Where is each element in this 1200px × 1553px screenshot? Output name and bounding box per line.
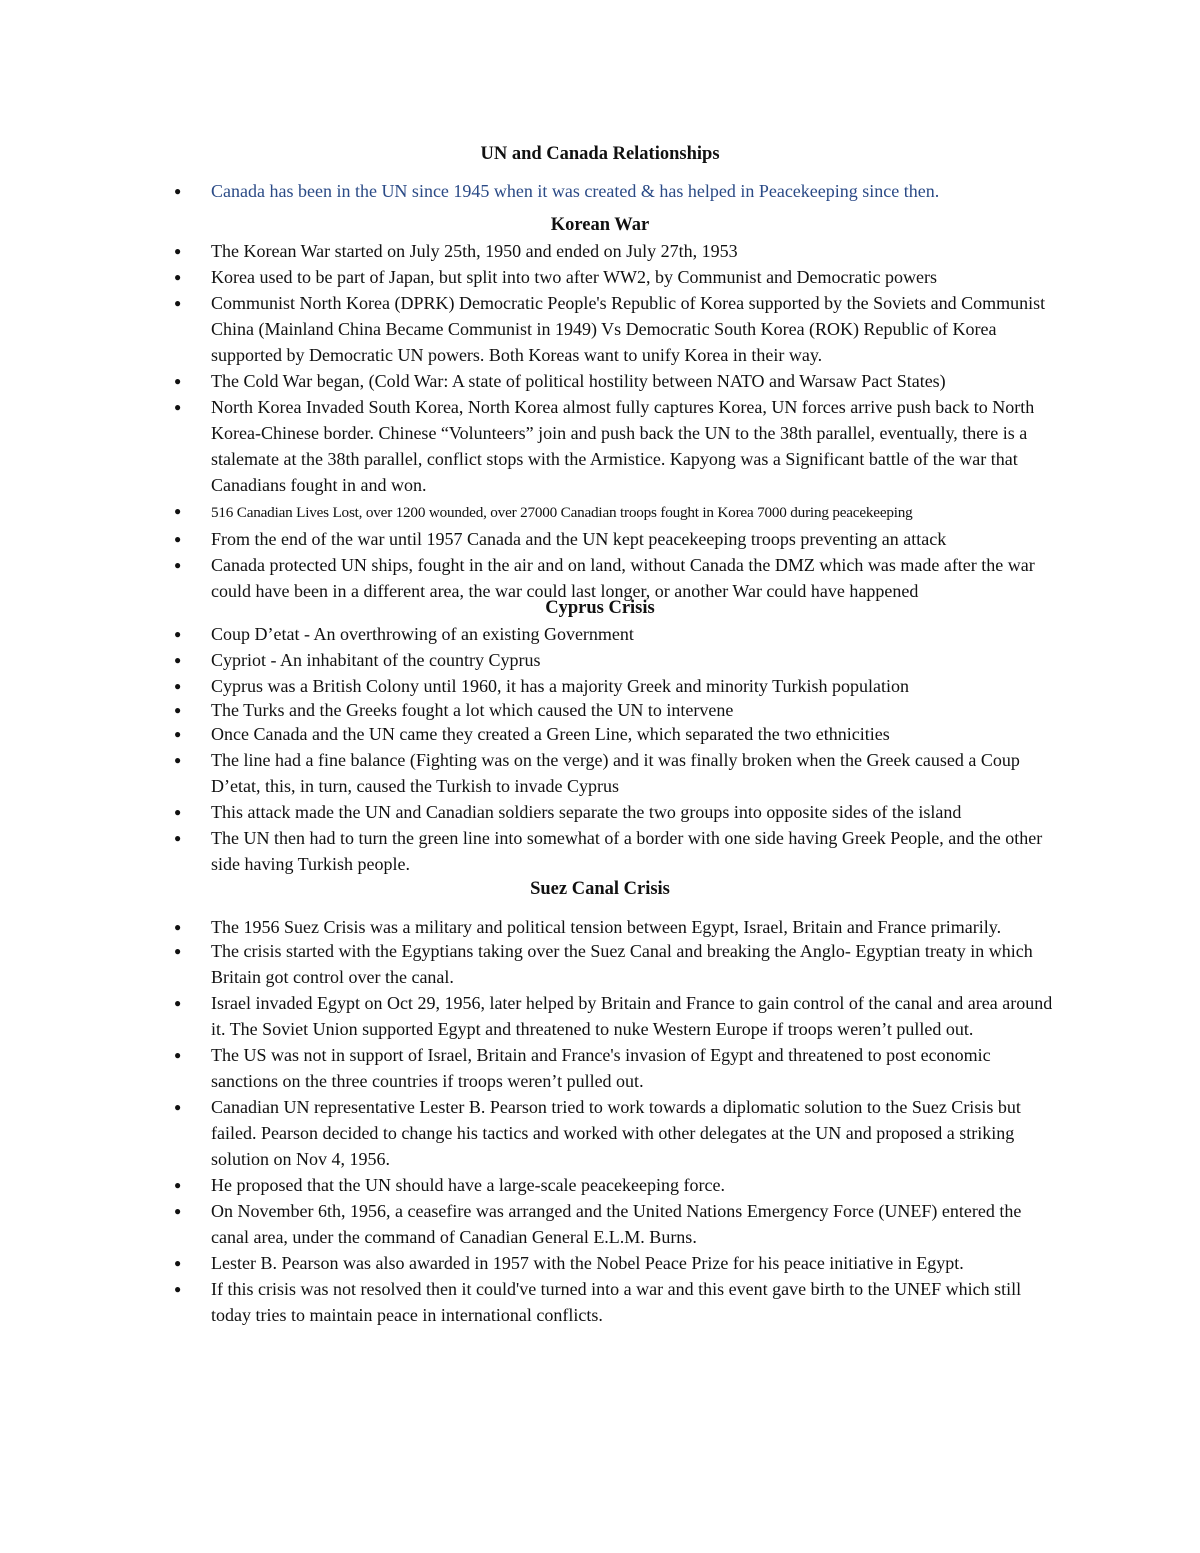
- bullet-icon: ●: [174, 805, 182, 819]
- bullet-icon: ●: [174, 558, 182, 572]
- list-item: [0, 1276, 1061, 1328]
- bullet-icon: ●: [174, 532, 182, 546]
- list-item: [0, 825, 1061, 877]
- list-item: [0, 747, 1061, 799]
- section-suez-canal-crisis: [0, 876, 1200, 1328]
- list-item-text: From the end of the war until 1957 Canada and the UN kept peacekeeping troops preventing an attack: [211, 529, 947, 549]
- list-item: [0, 394, 1061, 498]
- list-item-text: This attack made the UN and Canadian soldiers separate the two groups into opposite sides of the island: [211, 802, 962, 822]
- bullet-icon: ●: [174, 184, 182, 198]
- list-item-text: Cypriot - An inhabitant of the country Cyprus: [211, 650, 541, 670]
- bullet-icon: ●: [174, 831, 182, 845]
- list-item-text: Cyprus was a British Colony until 1960, it has a majority Greek and minority Turkish population: [211, 676, 909, 696]
- list-item: [0, 647, 1061, 673]
- bullet-icon: ●: [174, 1100, 182, 1114]
- list-item: [0, 990, 1061, 1042]
- korean-war-list: [0, 238, 1200, 604]
- list-item: [0, 498, 1061, 526]
- list-item-text: Canadian UN representative Lester B. Pearson tried to work towards a diplomatic solution to the Suez Crisis but failed. Pearson decided to change his tactics and worked with other delegates at the UN and proposed a striking solution on Nov 4, 1956.: [211, 1097, 1021, 1169]
- bullet-icon: ●: [174, 374, 182, 388]
- bullet-icon: ●: [174, 244, 182, 258]
- bullet-icon: ●: [174, 996, 182, 1010]
- list-item-text: The US was not in support of Israel, Britain and France's invasion of Egypt and threatened to post economic sanctions on the three countries if troops weren’t pulled out.: [211, 1045, 991, 1091]
- list-item: [0, 699, 1061, 721]
- bullet-icon: ●: [174, 296, 182, 310]
- list-item-text: He proposed that the UN should have a large-scale peacekeeping force.: [211, 1175, 725, 1195]
- intro-list: [0, 178, 1200, 204]
- list-item-text: The crisis started with the Egyptians taking over the Suez Canal and breaking the Anglo- Egyptian treaty in which Britain got control over the canal.: [211, 941, 1033, 987]
- list-item-text: Korea used to be part of Japan, but split into two after WW2, by Communist and Democratic powers: [211, 267, 937, 287]
- list-item-text: Lester B. Pearson was also awarded in 1957 with the Nobel Peace Prize for his peace initiative in Egypt.: [211, 1253, 964, 1273]
- list-item: [0, 673, 1061, 699]
- bullet-icon: ●: [174, 920, 182, 934]
- list-item: [0, 1250, 1061, 1276]
- list-item-text: Canada has been in the UN since 1945 when it was created & has helped in Peacekeeping since then.: [211, 181, 940, 201]
- list-item: [0, 368, 1061, 394]
- list-item-text: Communist North Korea (DPRK) Democratic People's Republic of Korea supported by the Soviets and Communist China (Mainland China Became Communist in 1949) Vs Democratic South Korea (ROK) Republic of Korea supported by Democratic UN powers. Both Koreas want to unify Korea in their way.: [211, 293, 1046, 365]
- list-item-text: If this crisis was not resolved then it could've turned into a war and this event gave birth to the UNEF which still today tries to maintain peace in international conflicts.: [211, 1279, 1022, 1325]
- bullet-icon: ●: [174, 1204, 182, 1218]
- bullet-icon: ●: [174, 653, 182, 667]
- bullet-icon: ●: [174, 1282, 182, 1296]
- list-item-text: The Turks and the Greeks fought a lot which caused the UN to intervene: [211, 700, 734, 720]
- list-item: [0, 178, 1061, 204]
- list-item-text: Coup D’etat - An overthrowing of an existing Government: [211, 624, 634, 644]
- bullet-icon: ●: [174, 679, 182, 693]
- list-item-text: The Cold War began, (Cold War: A state of political hostility between NATO and Warsaw Pact States): [211, 371, 946, 391]
- list-item-text: North Korea Invaded South Korea, North Korea almost fully captures Korea, UN forces arrive push back to North Korea-Chinese border. Chinese “Volunteers” join and push back the UN to the 38th parallel, eventually, there is a stalemate at the 38th parallel, conflict stops with the Armistice. Kapyong was a Significant battle of the war that Canadians fought in and won.: [211, 397, 1035, 495]
- list-item: [0, 526, 1061, 552]
- suez-canal-crisis-list: [0, 916, 1200, 1328]
- bullet-icon: ●: [174, 1178, 182, 1192]
- bullet-icon: ●: [174, 1256, 182, 1270]
- intro-section: [0, 178, 1200, 204]
- bullet-icon: ●: [174, 400, 182, 414]
- list-item-text: The 1956 Suez Crisis was a military and political tension between Egypt, Israel, Britain and France primarily.: [211, 917, 1002, 937]
- bullet-icon: ●: [174, 703, 182, 717]
- bullet-icon: ●: [174, 727, 182, 741]
- list-item-text: The Korean War started on July 25th, 1950 and ended on July 27th, 1953: [211, 241, 738, 261]
- bullet-icon: ●: [174, 270, 182, 284]
- list-item: [0, 1172, 1061, 1198]
- list-item-text: On November 6th, 1956, a ceasefire was arranged and the United Nations Emergency Force (UNEF) entered the canal area, under the command of Canadian General E.L.M. Burns.: [211, 1201, 1022, 1247]
- list-item-text: 516 Canadian Lives Lost, over 1200 wounded, over 27000 Canadian troops fought in Korea 7000 during peacekeeping: [211, 504, 913, 521]
- cyprus-crisis-list: [0, 621, 1200, 877]
- list-item: [0, 799, 1061, 825]
- section-heading: Suez Canal Crisis: [530, 879, 670, 899]
- section-heading: Korean War: [550, 215, 650, 235]
- section-cyprus-crisis: [0, 595, 1200, 877]
- list-item-text: The line had a fine balance (Fighting was on the verge) and it was finally broken when the Greek caused a Coup D’etat, this, in turn, caused the Turkish to invade Cyprus: [211, 750, 1020, 796]
- list-item: [0, 916, 1061, 938]
- list-item-text: Israel invaded Egypt on Oct 29, 1956, later helped by Britain and France to gain control of the canal and area around it. The Soviet Union supported Egypt and threatened to nuke Western Europe if troops weren’t pulled out.: [211, 993, 1053, 1039]
- list-item-text: Canada protected UN ships, fought in the air and on land, without Canada the DMZ which was made after the war could have been in a different area, the war could last longer, or another War could have happened: [211, 555, 1035, 601]
- list-item: [0, 264, 1061, 290]
- bullet-icon: ●: [174, 753, 182, 767]
- list-item: [0, 721, 1061, 747]
- list-item: [0, 238, 1061, 264]
- section-heading: Cyprus Crisis: [545, 598, 655, 618]
- list-item-text: The UN then had to turn the green line into somewhat of a border with one side having Greek People, and the other side having Turkish people.: [211, 828, 1043, 874]
- section-korean-war: [0, 212, 1200, 604]
- bullet-icon: ●: [174, 1048, 182, 1062]
- list-item-text: Once Canada and the UN came they created a Green Line, which separated the two ethnicities: [211, 724, 890, 744]
- list-item: [0, 1042, 1061, 1094]
- list-item: [0, 1198, 1061, 1250]
- list-item: [0, 938, 1061, 990]
- bullet-icon: ●: [174, 944, 182, 958]
- document-title: UN and Canada Relationships: [480, 144, 720, 164]
- list-item: [0, 290, 1061, 368]
- list-item: [0, 621, 1061, 647]
- bullet-icon: ●: [174, 627, 182, 641]
- list-item: [0, 1094, 1061, 1172]
- bullet-icon: ●: [174, 504, 182, 518]
